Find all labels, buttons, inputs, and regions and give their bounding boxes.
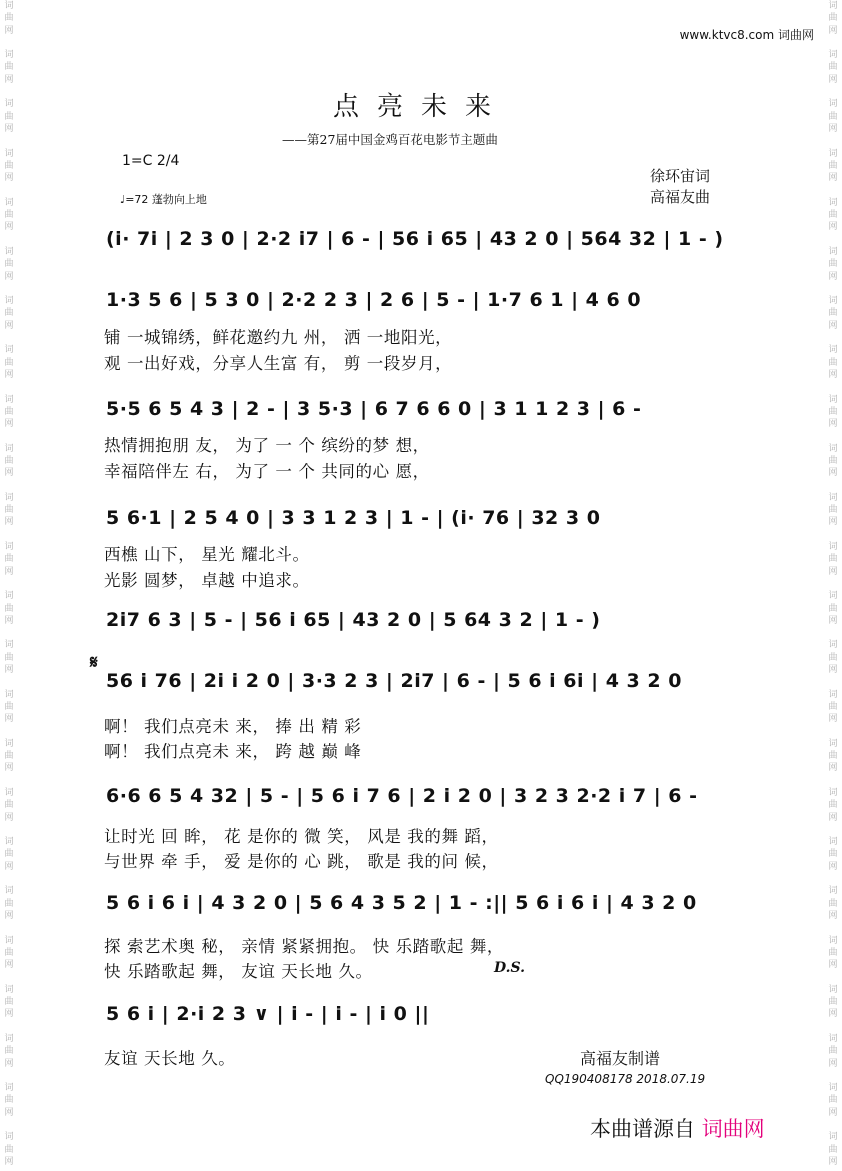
- score-line-2: 1·3 5 6 | 5 3 0 | 2·2 2 3 | 2 6 | 5 - | 1·7 6 1 | 4 6 0: [106, 289, 642, 311]
- site-header: www.ktvc8.com 词曲网: [679, 28, 814, 42]
- lyric-line-2a: 铺 一城锦绣，鲜花邀约九 州， 洒 一地阳光，: [104, 328, 453, 347]
- ds-marking: D.S.: [494, 960, 526, 976]
- page-subtitle: ——第27届中国金鸡百花电影节主题曲: [282, 132, 498, 147]
- key-signature: 1=C 2/4: [122, 153, 180, 169]
- source-prefix: 本曲谱源自: [590, 1117, 695, 1141]
- score-line-1: (i· 7i | 2 3 0 | 2·2 i7 | 6 - | 56 i 65 | 43 2 0 | 564 32 | 1 - ): [106, 228, 724, 250]
- score-line-4: 5 6·1 | 2 5 4 0 | 3 3 1 2 3 | 1 - | (i· 76 | 32 3 0: [106, 507, 601, 529]
- lyric-line-9a: 友谊 天长地 久。: [104, 1049, 236, 1068]
- watermark-right: 词 曲 网 词 曲 网 词 曲 网 词 曲 网 词 曲 网 词 曲 网 词 曲 网 词 曲 网 词 曲 网 词 曲 网 词 曲 网 词 曲 网 词 曲 网 词 曲 网 词 曲 网 词 曲 网 词 曲 网 词 曲 网 词 曲 网 词 曲 网 词 曲 网 词 曲 网 词 曲 网 词 曲 网: [828, 1, 838, 1167]
- watermark-left: 词 曲 网 词 曲 网 词 曲 网 词 曲 网 词 曲 网 词 曲 网 词 曲 网 词 曲 网 词 曲 网 词 曲 网 词 曲 网 词 曲 网 词 曲 网 词 曲 网 词 曲 网 词 曲 网 词 曲 网 词 曲 网 词 曲 网 词 曲 网 词 曲 网 词 曲 网 词 曲 网 词 曲 网: [4, 1, 14, 1167]
- lyric-line-7a: 让时光 回 眸， 花 是你的 微 笑， 风是 我的舞 蹈，: [104, 827, 499, 846]
- lyric-line-6a: 啊！ 我们点亮未 来， 捧 出 精 彩: [104, 717, 362, 736]
- page-title: 点亮未来: [332, 92, 509, 122]
- lyric-line-2b: 观 一出好戏，分享人生富 有， 剪 一段岁月，: [104, 354, 453, 373]
- source-footer: [590, 1113, 765, 1143]
- lyric-line-3a: 热情拥抱朋 友， 为了 一 个 缤纷的梦 想，: [104, 436, 430, 455]
- composer-credit: 高福友曲: [650, 188, 711, 206]
- lyric-line-4b: 光影 圆梦， 卓越 中追求。: [104, 571, 310, 590]
- transcriber-credit: 高福友制谱: [580, 1049, 661, 1068]
- tempo-marking: ♩=72 蓬勃向上地: [120, 193, 207, 206]
- lyric-line-7b: 与世界 牵 手， 爱 是你的 心 跳， 歌是 我的问 候，: [104, 852, 499, 871]
- contact-date: QQ190408178 2018.07.19: [545, 1072, 706, 1086]
- score-line-7: 6·6 6 5 4 32 | 5 - | 5 6 i 7 6 | 2 i 2 0 | 3 2 3 2·2 i 7 | 6 -: [106, 785, 698, 807]
- score-line-8: 5 6 i 6 i | 4 3 2 0 | 5 6 4 3 5 2 | 1 - :|| 5 6 i 6 i | 4 3 2 0: [106, 892, 697, 914]
- lyricist-credit: 徐环宙词: [650, 167, 711, 185]
- score-line-5: 2i7 6 3 | 5 - | 56 i 65 | 43 2 0 | 5 64 3 2 | 1 - ): [106, 609, 601, 631]
- score-line-6: 56 i 76 | 2i i 2 0 | 3·3 2 3 | 2i7 | 6 - | 5 6 i 6i | 4 3 2 0: [106, 670, 682, 692]
- score-line-3: 5·5 6 5 4 3 | 2 - | 3 5·3 | 6 7 6 6 0 | 3 1 1 2 3 | 6 -: [106, 398, 642, 420]
- lyric-line-4a: 西樵 山下， 星光 耀北斗。: [104, 545, 310, 564]
- lyric-line-3b: 幸福陪伴左 右， 为了 一 个 共同的心 愿，: [104, 462, 430, 481]
- lyric-line-8a: 探 索艺术奥 秘， 亲情 紧紧拥抱。 快 乐踏歌起 舞，: [104, 937, 505, 956]
- segno-sign: 𝄋: [90, 652, 98, 673]
- score-line-9: 5 6 i | 2·i 2 3 ∨ | i - | i - | i 0 ||: [106, 1003, 430, 1025]
- lyric-line-8b: 快 乐踏歌起 舞， 友谊 天长地 久。: [104, 962, 373, 981]
- source-brand-link[interactable]: 词曲网: [701, 1117, 765, 1141]
- lyric-line-6b: 啊！ 我们点亮未 来， 跨 越 巅 峰: [104, 742, 362, 761]
